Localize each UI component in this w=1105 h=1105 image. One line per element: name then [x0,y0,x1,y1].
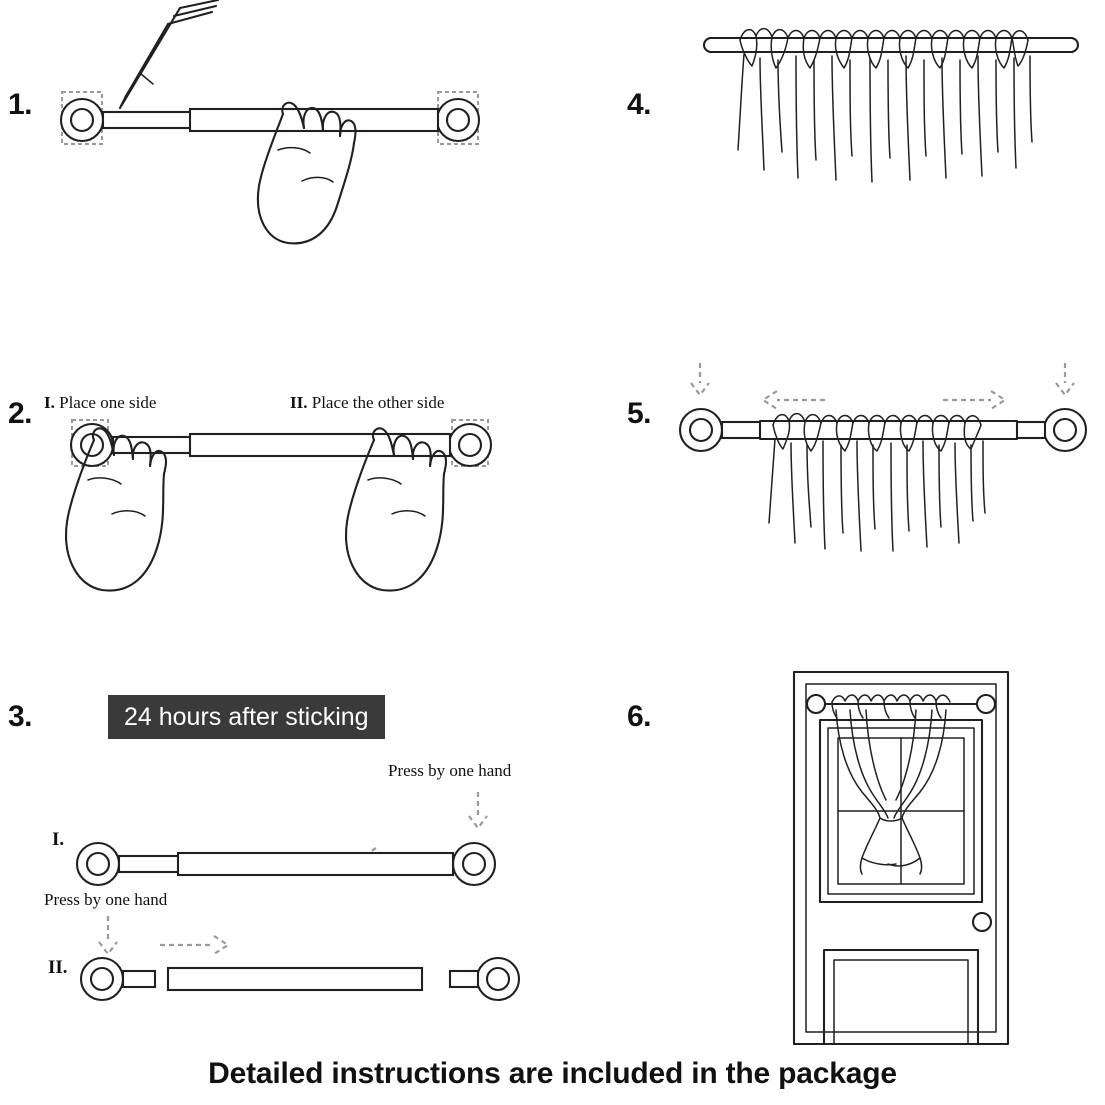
step-6-illustration [780,660,1060,1050]
left-arrow-icon [763,391,777,409]
step-2-label-one-text: Place one side [59,393,157,412]
step-2-label-two-text: Place the other side [311,393,445,412]
step-3-sub-two-roman: II. [48,957,68,978]
right-arrow-icon [214,936,228,954]
step-3-row-two [81,916,519,1000]
step-5-number: 5. [627,397,652,430]
step-3-banner: 24 hours after sticking [108,695,385,739]
step-1-drawing [40,0,560,300]
step-3-drawing [70,780,560,1010]
step-6-drawing [780,660,1060,1050]
curtain-icon [769,414,985,551]
down-arrow-icon [469,816,487,828]
step-2-label-one-roman: I. [44,393,55,412]
step-1-illustration [40,0,560,300]
step-3-label-one-text: Press by one hand [388,761,512,780]
window-icon [838,738,964,884]
step-4-drawing [700,10,1090,210]
step-3-row-one [77,792,495,885]
step-3-number: 3. [8,700,33,733]
footer-note: Detailed instructions are included in the package [208,1057,897,1090]
step-2-label-two-roman: II. [290,393,308,412]
curtain-icon [832,695,950,874]
step-5-drawing [665,355,1095,595]
step-2-number: 2. [8,397,33,430]
step-3-label-two-text: Press by one hand [44,890,168,909]
curtain-rod-icon [61,99,479,141]
down-arrow-icon [99,942,117,954]
step-5-illustration [665,355,1095,595]
step-2-illustration [40,410,560,630]
step-1-number: 1. [8,88,33,121]
door-knob-icon [973,913,991,931]
down-arrow-icon [691,383,709,395]
curtain-rod-icon [704,38,1078,52]
right-arrow-icon [991,391,1005,409]
step-4-number: 4. [627,88,652,121]
curtain-rod-icon [81,958,519,1000]
step-3-illustration [70,780,560,1010]
pencil-icon [120,0,218,108]
step-4-illustration [700,10,1090,210]
step-3-sub-one-roman: I. [52,829,65,850]
down-arrow-icon [1056,383,1074,395]
step-6-number: 6. [627,700,652,733]
curtain-rod-icon [77,843,495,885]
step-2-drawing [40,410,560,630]
